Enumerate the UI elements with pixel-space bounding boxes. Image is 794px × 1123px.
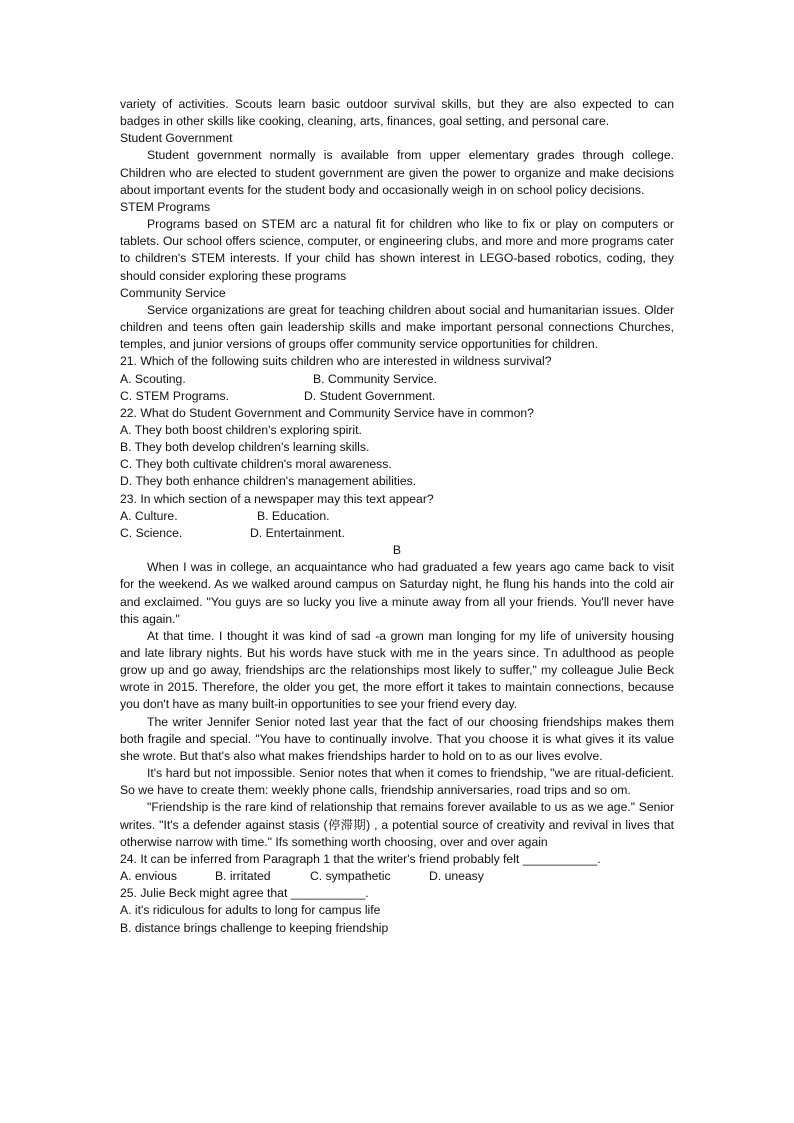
question-24-stem: 24. It can be inferred from Paragraph 1 that the writer's friend probably felt ___________. [120, 851, 601, 866]
option-24c: C. sympathetic [310, 869, 391, 884]
question-21-options-row-1 [120, 371, 674, 388]
question-21-options-row-2 [120, 388, 674, 405]
option-21b: B. Community Service. [313, 371, 437, 386]
option-23b: B. Education. [257, 508, 330, 523]
question-22-stem: 22. What do Student Government and Community Service have in common? [120, 405, 534, 420]
question-23-options-row-1 [120, 508, 674, 525]
paragraph-student-government: Student government normally is available from upper elementary grades through college. Children who are elected to student government are given the power to organize and make decisions about important events for the student body and occasionally weigh in on school policy decisions. [120, 148, 674, 197]
option-24d: D. uneasy [429, 869, 484, 884]
question-23-options-row-2 [120, 525, 674, 542]
option-24b: B. irritated [215, 869, 271, 884]
passage-b-paragraph-3: The writer Jennifer Senior noted last year that the fact of our choosing friendships makes them both fragile and special. "You have to continually involve. That you choose it is what gives it its value she wrote. But that's also what makes friendships harder to hold on to as our lives evolve. [120, 714, 674, 763]
option-23d: D. Entertainment. [250, 525, 345, 540]
passage-b-paragraph-4: It's hard but not impossible. Senior notes that when it comes to friendship, "we are ritual-deficient. So we have to create them: weekly phone calls, friendship anniversaries, road trips and so om. [120, 766, 674, 798]
question-23-stem: 23. In which section of a newspaper may this text appear? [120, 491, 434, 506]
section-heading-stem-programs: STEM Programs [120, 199, 211, 214]
section-b-label: B [392, 543, 402, 558]
option-25a: A. it's ridiculous for adults to long for campus life [120, 903, 381, 918]
paragraph-stem-programs: Programs based on STEM arc a natural fit for children who like to fix or play on computers or tablets. Our school offers science, computer, or engineering clubs, and more and more programs cater to children's STEM interests. If your child has shown interest in LEGO-based robotics, coding, they should consider exploring these programs [120, 217, 674, 283]
paragraph-community-service: Service organizations are great for teaching children about social and humanitarian issues. Older children and teens often gain leadership skills and make important personal connections Churches, temples, and junior versions of groups offer community service opportunities for children. [120, 302, 674, 352]
option-22d: D. They both enhance children's management abilities. [120, 474, 417, 489]
passage-b-paragraph-1: When I was in college, an acquaintance who had graduated a few years ago came back to visit for the weekend. As we walked around campus on Saturday night, he flung his hands into the cold air and exclaimed. "You guys are so lucky you live a minute away from all your friends. You'll never have this again." [120, 560, 674, 626]
option-21c: C. STEM Programs. [120, 388, 230, 403]
passage-b-paragraph-5: "Friendship is the rare kind of relationship that remains forever available to us as we age." Senior writes. "It's a defender against stasis (停滞期) , a potential source of creativity and revival in lives that otherwise narrow with time." Ifs something worth choosing, over and over again [120, 800, 674, 849]
option-23a: A. Culture. [120, 508, 178, 523]
question-24-options-row [120, 868, 674, 885]
question-21-stem: 21. Which of the following suits children who are interested in wildness survival? [120, 354, 552, 369]
option-21a: A. Scouting. [120, 371, 186, 386]
option-22c: C. They both cultivate children's moral awareness. [120, 457, 392, 472]
option-22b: B. They both develop children's learning skills. [120, 440, 370, 455]
document-page [120, 96, 674, 937]
option-25b: B. distance brings challenge to keeping friendship [120, 920, 389, 935]
option-22a: A. They both boost children's exploring spirit. [120, 422, 362, 437]
section-heading-student-government: Student Government [120, 131, 233, 146]
option-21d: D. Student Government. [304, 388, 436, 403]
question-25-stem: 25. Julie Beck might agree that ___________. [120, 886, 369, 901]
option-24a: A. envious [120, 869, 177, 884]
passage-b-paragraph-2: At that time. I thought it was kind of sad -a grown man longing for my life of university housing and late library nights. But his words have stuck with me in the years since. Tn adulthood as people grow up and go away, friendships arc the relationships most likely to suffer," my colleague Julie Beck wrote in 2015. Therefore, the older you get, the more effort it takes to maintain connections, because you don't have as many built-in opportunities to see your friend every day. [120, 628, 674, 712]
intro-continued-paragraph: variety of activities. Scouts learn basic outdoor survival skills, but they are also expected to can badges in other skills like cooking, cleaning, arts, finances, goal setting, and personal care. [120, 97, 674, 129]
section-heading-community-service: Community Service [120, 285, 226, 300]
option-23c: C. Science. [120, 525, 183, 540]
